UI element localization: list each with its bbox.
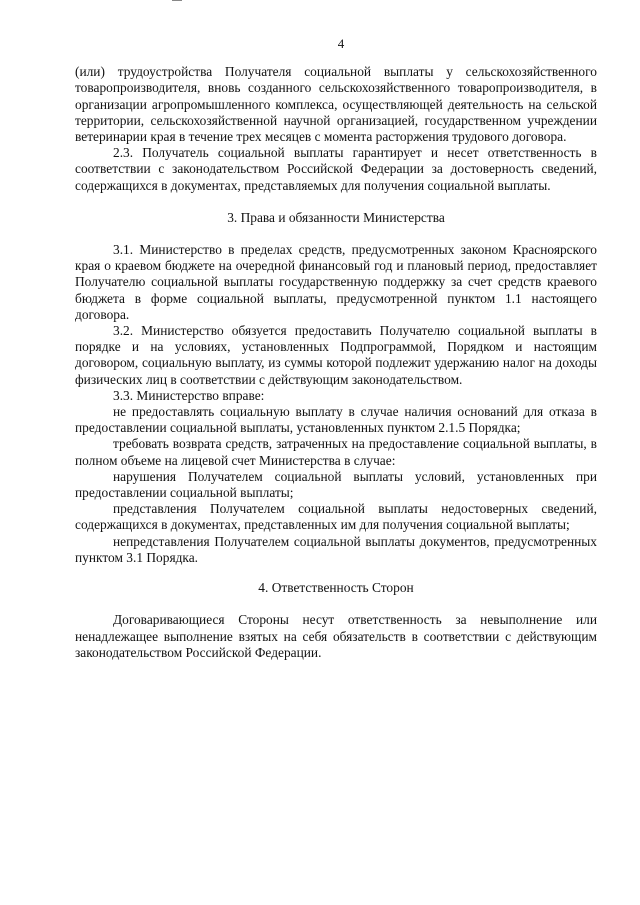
paragraph-3-3: 3.3. Министерство вправе:: [113, 387, 265, 403]
paragraph-3-3-case-false-info: представления Получателем социальной выплаты недостоверных сведений, содержащихся в документах, представленных им для получения социальной выплаты;: [75, 501, 597, 533]
paragraph-3-3-case-violation: нарушения Получателем социальной выплаты условий, установленных при предоставлении социальной выплаты;: [75, 468, 597, 501]
scan-mark: [172, 0, 182, 1]
paragraph-4: Договаривающиеся Стороны несут ответственность за невыполнение или ненадлежащее выполнение взятых на себя обязательств в соответствии с действующим законодательством Российской Федерации.: [75, 612, 597, 660]
paragraph-employment-continuation: (или) трудоустройства Получателя социальной выплаты у сельскохозяйственного товаропроизводителя, вновь созданного сельскохозяйственного товаропроизводителя, в организации агропромышленного комплекса, осуществляющей деятельность на сельской территории, сельскохозяйственной научной организацией, государственном учреждении ветеринарии края в течение трех месяцев с момента расторжения трудового договора.: [75, 64, 597, 145]
page-number: 4: [337, 36, 345, 51]
paragraph-3-3-case-no-docs: непредставления Получателем социальной выплаты документов, предусмотренных пунктом 3.1 Порядка.: [75, 533, 597, 565]
section-heading-3: 3. Права и обязанности Министерства: [227, 209, 445, 225]
paragraph-3-3-item-refund: требовать возврата средств, затраченных на предоставление социальной выплаты, в полном объеме на лицевой счет Министерства в случае:: [75, 436, 597, 468]
paragraph-3-3-item-refuse: не предоставлять социальную выплату в случае наличия оснований для отказа в предоставлении социальной выплаты, установленных пунктом 2.1.5 Порядка;: [75, 404, 597, 436]
paragraph-3-1: 3.1. Министерство в пределах средств, предусмотренных законом Красноярского края о краевом бюджете на очередной финансовый год и плановый период, предоставляет Получателю социальной выплаты государственную поддержку за счет средств краевого бюджета в форме социальной выплаты, предусмотренной пунктом 1.1 настоящего договора.: [75, 242, 597, 322]
document-page: [75, 36, 597, 661]
section-heading-4: 4. Ответственность Сторон: [258, 580, 414, 596]
paragraph-2-3: 2.3. Получатель социальной выплаты гарантирует и несет ответственность в соответствии с законодательством Российской Федерации за достоверность сведений, содержащихся в документах, представляемых для получения социальной выплаты.: [75, 145, 597, 193]
paragraph-3-2: 3.2. Министерство обязуется предоставить Получателю социальной выплаты в порядке и на условиях, установленных Подпрограммой, Порядком и настоящим договором, социальную выплату, из суммы которой подлежит удержанию налог на доходы физических лиц в соответствии с действующим законодательством.: [75, 323, 597, 387]
